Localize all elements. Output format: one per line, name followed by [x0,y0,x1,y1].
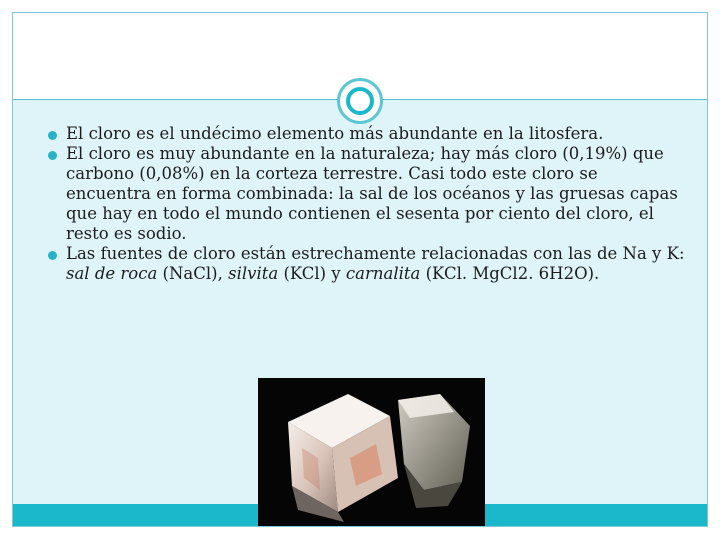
bullet-item [46,144,686,244]
bullet-list [46,124,686,284]
mineral-formula: (NaCl), [157,264,229,283]
bullet-item [46,244,686,284]
mineral-name: carnalita [345,264,421,283]
bullet-dot-icon [48,131,57,140]
bullet-text: El cloro es muy abundante en la naturaleza; hay más cloro (0,19%) que carbono (0,08%) en la corteza terrestre. Casi todo este cloro se encuentra en forma combinada: la sal de los océanos y las gruesas capas que hay en todo el mundo contienen el sesenta por ciento del cloro, el resto es sodio. [66,144,678,243]
mineral-formula: (KCl) y [278,264,346,283]
bullet-text: El cloro es el undécimo elemento más abundante en la litosfera. [66,124,604,143]
crystal-photo [258,378,485,526]
bullet-item [46,124,686,144]
crystal-illustration [258,378,485,526]
circle-ornament [337,78,383,124]
bullet-dot-icon [48,251,57,260]
mineral-name: sal de roca [66,264,158,283]
mineral-name: silvita [228,264,279,283]
mineral-formula: (KCl. MgCl2. 6H2O). [420,264,600,283]
bullet-dot-icon [48,151,57,160]
circle-ornament-inner [346,87,374,115]
bullet-text: Las fuentes de cloro están estrechamente relacionadas con las de Na y K: [66,244,685,263]
